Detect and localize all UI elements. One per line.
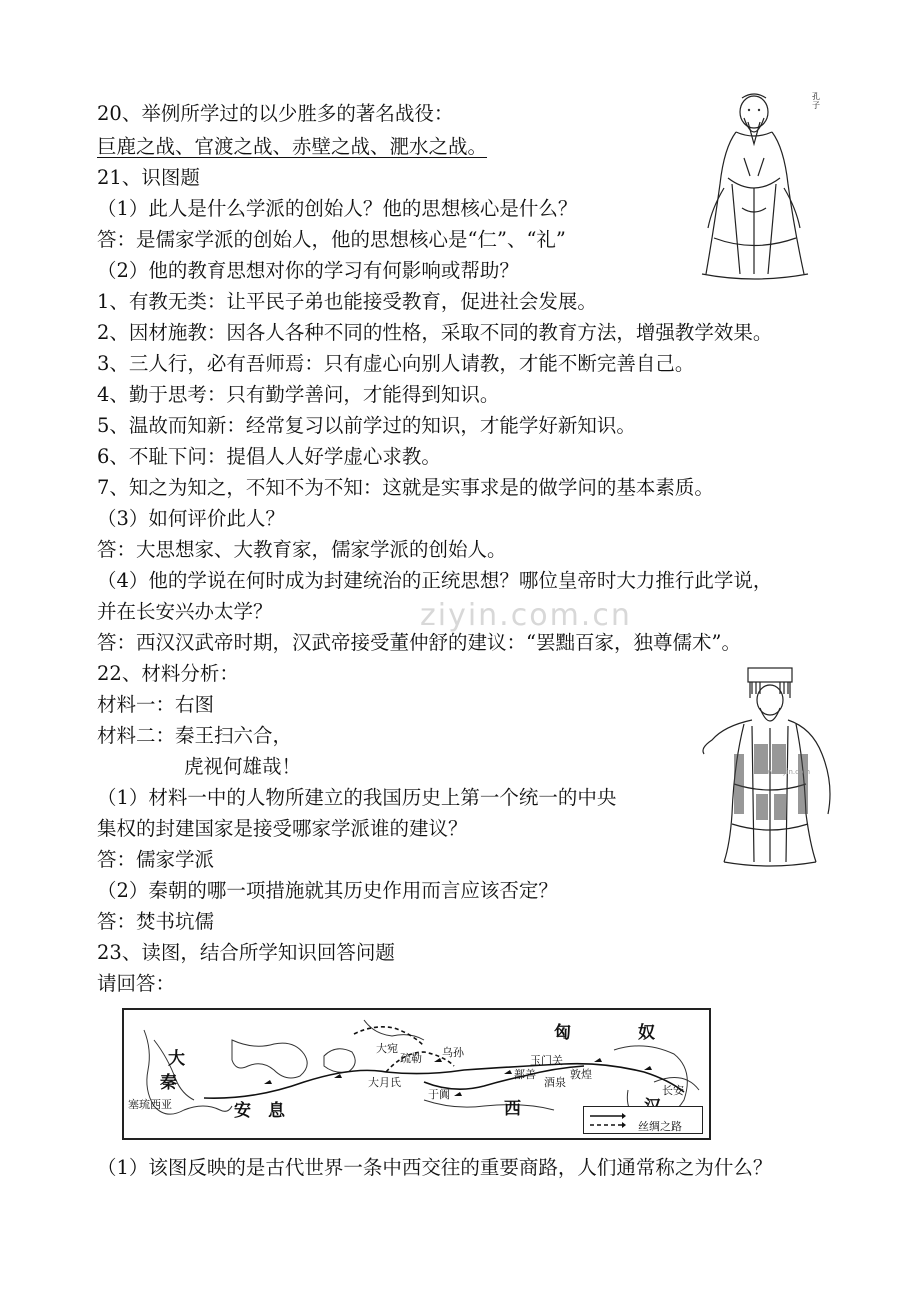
map-label-dayuezhi: 大月氏 [368,1076,401,1089]
map-label-yumenguan: 玉门关 [530,1054,563,1067]
map-label-jiuquan: 酒泉 [544,1076,566,1089]
q20-title: 20、举例所学过的以少胜多的著名战役： [97,102,454,125]
map-label-dawan: 大宛 [376,1042,398,1055]
q21-point4: 4、勤于思考：只有勤学善问，才能得到知识。 [97,383,500,406]
confucius-illustration [684,88,824,284]
map-label-xiongnu-2: 奴 [638,1023,655,1043]
map-label-xiongnu-1: 匈 [554,1023,571,1043]
q22-ans2: 答：焚书坑儒 [97,910,215,933]
q21-sub3: （3）如何评价此人？ [97,507,285,530]
q23-sub1: （1）该图反映的是古代世界一条中西交往的重要商路，人们通常称之为什么？ [97,1156,773,1179]
map-legend-label: 丝绸之路 [638,1120,682,1133]
qin-emperor-illustration [694,664,844,868]
q21-title: 21、识图题 [97,166,200,189]
map-label-seleucia: 塞琉西亚 [128,1098,172,1111]
map-label-changan: 长安 [662,1084,684,1097]
q22-title: 22、材料分析： [97,662,239,685]
q21-point2: 2、因材施教：因各人各种不同的性格，采取不同的教育方法，增强教学效果。 [97,321,773,344]
confucius-caption: 孔子 [812,92,820,110]
silk-road-map [122,1008,711,1140]
map-label-xi: 西 [504,1099,521,1119]
map-legend [583,1106,703,1134]
q21-point3: 3、三人行，必有吾师焉：只有虚心向别人请教，才能不断完善自己。 [97,352,695,375]
q21-ans4: 答：西汉汉武帝时期，汉武帝接受董仲舒的建议：“罢黜百家，独尊儒术”。 [97,631,741,654]
q21-ans3: 答：大思想家、大教育家，儒家学派的创始人。 [97,538,507,561]
map-label-qin: 秦 [160,1073,177,1093]
map-label-da: 大 [168,1049,185,1069]
q21-sub1: （1）此人是什么学派的创始人？他的思想核心是什么？ [97,197,578,220]
watermark-text: ziyin.com.cn [420,598,632,633]
map-label-shule: 疏勒 [400,1052,422,1065]
q22-material2-cont: 虎视何雄哉！ [184,755,302,778]
q23-prompt: 请回答： [97,972,176,995]
q21-sub2: （2）他的教育思想对你的学习有何影响或帮助？ [97,259,519,282]
q22-material1: 材料一：右图 [97,693,215,716]
q22-ans1: 答：儒家学派 [97,848,215,871]
q22-sub2: （2）秦朝的哪一项措施就其历史作用而言应该否定？ [97,879,558,902]
map-label-wusun: 乌孙 [442,1046,464,1059]
q21-sub4-cont: 并在长安兴办太学？ [97,600,273,623]
map-label-shanshan: 鄯善 [514,1068,536,1081]
map-label-anxi: 安 息 [234,1101,285,1121]
q21-point7: 7、知之为知之，不知不为不知：这就是实事求是的做学问的基本素质。 [97,476,714,499]
q21-point5: 5、温故而知新：经常复习以前学过的知识，才能学好新知识。 [97,414,636,437]
emperor-watermark: www.ziyin.com [758,768,811,776]
q21-ans1: 答：是儒家学派的创始人，他的思想核心是“仁”、“礼” [97,228,566,251]
q20-answer: 巨鹿之战、官渡之战、赤壁之战、淝水之战。 [97,135,488,158]
q22-sub1-cont: 集权的封建国家是接受哪家学派谁的建议？ [97,817,468,840]
map-label-yutian: 于阗 [428,1088,450,1101]
q21-sub4: （4）他的学说在何时成为封建统治的正统思想？哪位皇帝时大力推行此学说， [97,569,773,592]
q22-material2: 材料二：秦王扫六合， [97,724,293,747]
map-label-dunhuang: 敦煌 [570,1068,592,1081]
q21-point6: 6、不耻下问：提倡人人好学虚心求教。 [97,445,441,468]
q23-title: 23、读图，结合所学知识回答问题 [97,941,395,964]
q21-point1: 1、有教无类：让平民子弟也能接受教育，促进社会发展。 [97,290,597,313]
q22-sub1: （1）材料一中的人物所建立的我国历史上第一个统一的中央 [97,786,617,809]
